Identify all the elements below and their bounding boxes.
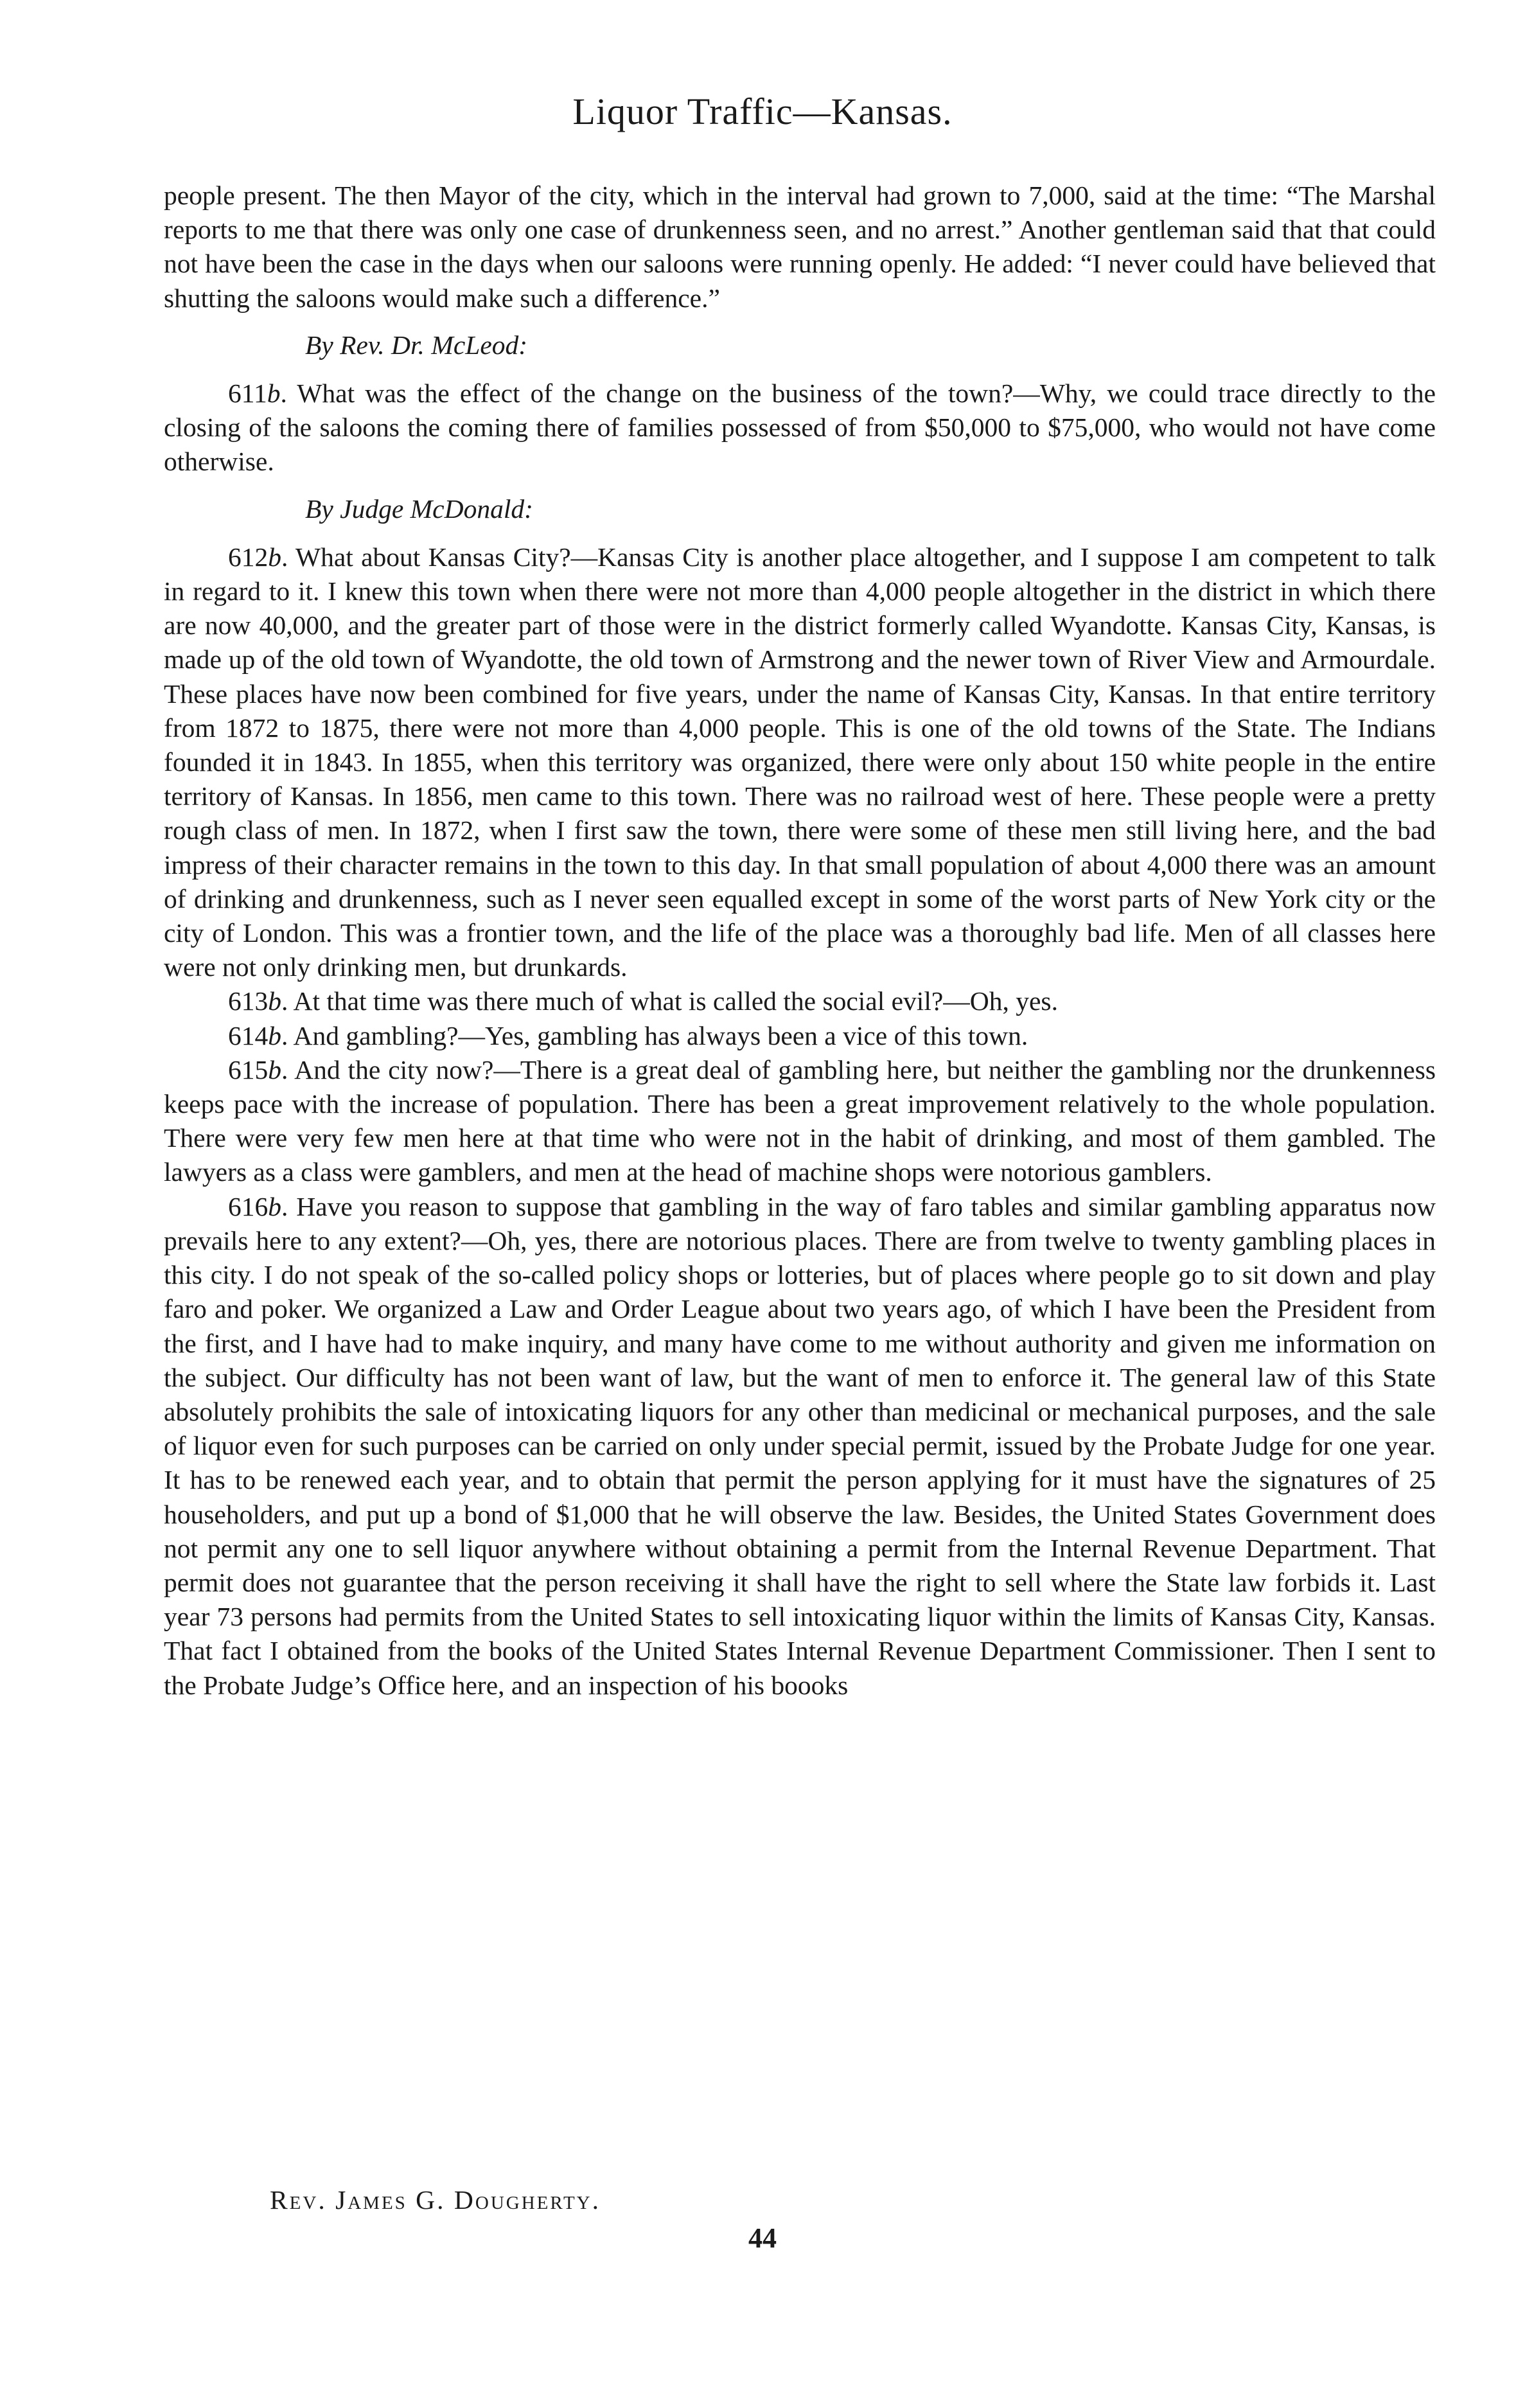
- question-number: 615b.: [228, 1054, 288, 1084]
- question-613: [164, 984, 1436, 1018]
- question-text: At that time was there much of what is called the social evil?—Oh, yes.: [293, 986, 1058, 1016]
- question-616: [164, 1190, 1436, 1703]
- question-611: [164, 376, 1436, 479]
- question-text: And the city now?—There is a great deal of gambling here, but neither the gambling nor the drunkenness keeps pace with the increase of population. There has been a great improvement relatively to the whole population. There were very few men here at that time who were not in the habit of drinking, and most of them gambled. The lawyers as a class were gamblers, and men at the head of machine shops were notorious gamblers.: [164, 1054, 1436, 1187]
- question-text: Have you reason to suppose that gambling in the way of faro tables and similar gambling apparatus now prevails here to any extent?—Oh, yes, there are notorious places. There are from twelve to twenty gambling places in this city. I do not speak of the so-called policy shops or lotteries, but of places where people go to sit down and play faro and poker. We organized a Law and Order League about two years ago, of which I have been the President from the first, and I have had to make inquiry, and many have come to me without authority and given me information on the subject. Our difficulty has not been want of law, but the want of men to enforce it. The general law of this State absolutely prohibits the sale of intoxicating liquors for any other than medicinal or mechanical purposes, and the sale of liquor even for such purposes can be carried on only under special permit, issued by the Probate Judge for one year. It has to be renewed each year, and to obtain that permit the person applying for it must have the signatures of 25 householders, and put up a bond of $1,000 that he will observe the law. Besides, the United States Government does not permit any one to sell liquor anywhere without obtaining a permit from the Internal Revenue Department. That permit does not guarantee that the person receiving it shall have the right to sell where the State law forbids it. Last year 73 persons had permits from the United States to sell intoxicating liquor within the limits of Kansas City, Kansas. That fact I obtained from the books of the United States Internal Revenue Department Commissioner. Then I sent to the Probate Judge’s Office here, and an inspection of his boooks: [164, 1191, 1436, 1700]
- question-number: 612b.: [228, 542, 288, 572]
- question-614: [164, 1019, 1436, 1053]
- question-615: [164, 1053, 1436, 1190]
- question-number: 613b.: [228, 986, 288, 1016]
- running-title: Liquor Traffic—Kansas.: [572, 91, 953, 132]
- question-text: What was the effect of the change on the business of the town?—Why, we could trace directly to the closing of the saloons the coming there of families possessed of from $50,000 to $75,000, who would not have come otherwise.: [164, 378, 1436, 477]
- examiner-rev-mcleod: By Rev. Dr. McLeod:: [305, 330, 528, 360]
- witness-signature: Rev. James G. Dougherty.: [270, 2185, 601, 2215]
- question-number: 611b.: [228, 378, 287, 409]
- question-text: And gambling?—Yes, gambling has always been a vice of this town.: [293, 1020, 1028, 1050]
- body-text: [164, 179, 1436, 1703]
- examiner-judge-mcdonald: By Judge McDonald:: [305, 493, 533, 524]
- question-text: What about Kansas City?—Kansas City is another place altogether, and I suppose I am competent to talk in regard to it. I knew this town when there were not more than 4,000 people altogether in the district in which there are now 40,000, and the greater part of those were in the district formerly called Wyandotte. Kansas City, Kansas, is made up of the old town of Wyandotte, the old town of Armstrong and the newer town of River View and Armourdale. These places have now been combined for five years, under the name of Kansas City, Kansas. In that entire territory from 1872 to 1875, there were not more than 4,000 people. This is one of the old towns of the State. The Indians founded it in 1843. In 1855, when this territory was organized, there were only about 150 white people in the entire territory of Kansas. In 1856, men came to this town. There was no railroad west of here. These people were a pretty rough class of men. In 1872, when I first saw the town, there were some of these men still living here, and the bad impress of their character remains in the town to this day. In that small population of about 4,000 there was an amount of drinking and drunkenness, such as I never seen equalled except in some of the worst parts of New York city or the city of London. This was a frontier town, and the life of the place was a thoroughly bad life. Men of all classes here were not only drinking men, but drunkards.: [164, 542, 1436, 982]
- question-number: 614b.: [228, 1020, 288, 1050]
- opening-paragraph: people present. The then Mayor of the city, which in the interval had grown to 7,000, said at the time: “The Marshal reports to me that there was only one case of drunkenness seen, and no arrest.” Another gentleman said that that could not have been the case in the days when our saloons were running openly. He added: “I never could have believed that shutting the saloons would make such a difference.”: [164, 181, 1436, 313]
- page-number: 44: [748, 2222, 777, 2254]
- question-number: 616b.: [228, 1191, 288, 1221]
- question-612: [164, 540, 1436, 985]
